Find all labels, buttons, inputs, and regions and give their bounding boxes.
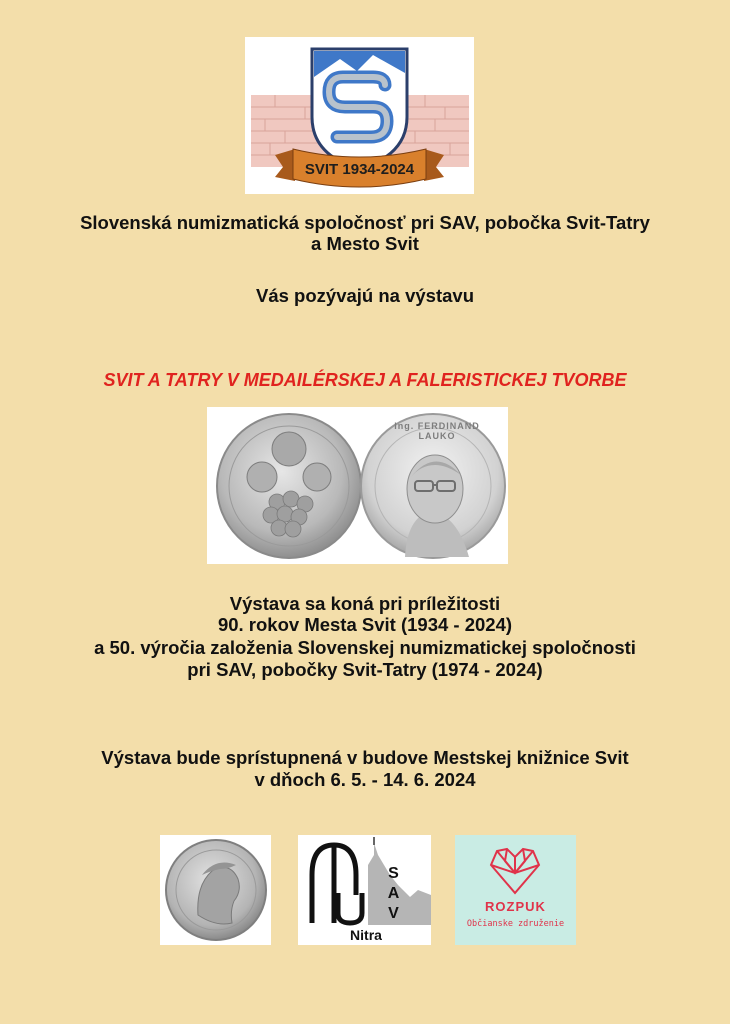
sav-vertical-label xyxy=(383,865,403,930)
numismatic-society-logo xyxy=(160,835,271,945)
shield-icon xyxy=(312,49,407,169)
logo-banner-text: SVIT 1934-2024 xyxy=(304,161,415,178)
occasion-line-3: a 50. výročia založenia Slovenskej numizmatickej spoločnosti xyxy=(94,637,636,658)
occasion-line-4: pri SAV, pobočky Svit-Tatry (1974 - 2024) xyxy=(187,659,543,680)
sav-text: SAV xyxy=(385,865,402,925)
au-sav-nitra-logo xyxy=(298,835,431,945)
occasion-line-1: Výstava sa koná pri príležitosti xyxy=(229,593,501,614)
rozpuk-heart-icon xyxy=(455,835,576,905)
venue-dates: v dňoch 6. 5. - 14. 6. 2024 xyxy=(254,769,476,790)
rozpuk-subtitle: Občianske združenie xyxy=(466,919,565,929)
invitation-text: Vás pozývajú na výstavu xyxy=(256,285,474,306)
society-medal-icon xyxy=(160,835,271,945)
medal-right-inscription: Ing. FERDINAND LAUKO xyxy=(394,421,480,441)
rozpuk-logo xyxy=(455,835,576,945)
medal-left xyxy=(217,414,361,558)
exhibition-title: SVIT A TATRY V MEDAILÉRSKEJ A FALERISTICKEJ TVORBE xyxy=(103,370,627,390)
medals-photo xyxy=(207,407,508,564)
rozpuk-name: ROZPUK xyxy=(485,899,546,914)
organizer-line-2: a Mesto Svit xyxy=(311,233,419,254)
svit-anniversary-logo xyxy=(245,37,474,194)
organizer-line-1: Slovenská numizmatická spoločnosť pri SAV, pobočka Svit-Tatry xyxy=(80,212,650,233)
occasion-line-2: 90. rokov Mesta Svit (1934 - 2024) xyxy=(217,614,513,635)
nitra-label: Nitra xyxy=(350,927,382,943)
venue-line-1: Výstava bude sprístupnená v budove Mestskej knižnice Svit xyxy=(101,747,629,768)
